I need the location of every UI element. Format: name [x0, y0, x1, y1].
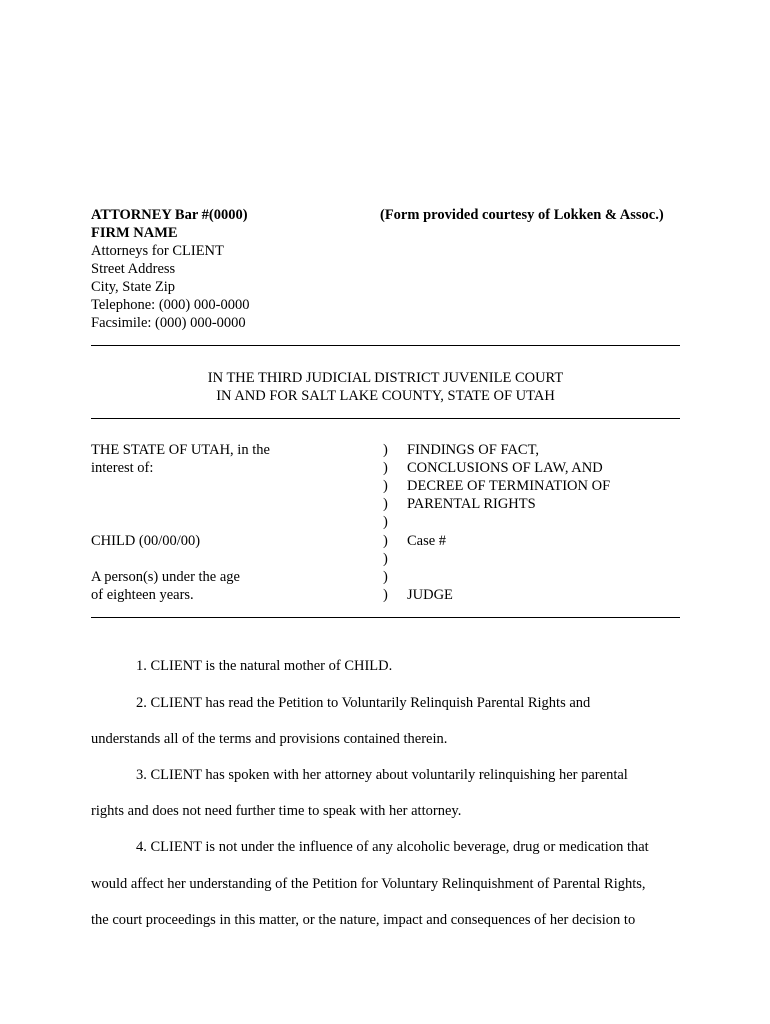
- caption-paren: ): [383, 496, 388, 512]
- party-line-1: THE STATE OF UTAH, in the: [91, 442, 270, 458]
- finding-4-cont-1: would affect her understanding of the Petition for Voluntary Relinquishment of Parental Rights,: [91, 876, 646, 892]
- firm-name: FIRM NAME: [91, 225, 178, 241]
- minor-line-2: of eighteen years.: [91, 587, 194, 603]
- finding-2: 2. CLIENT has read the Petition to Voluntarily Relinquish Parental Rights and: [136, 695, 591, 711]
- attorneys-for: Attorneys for CLIENT: [91, 243, 224, 259]
- attorney-bar: ATTORNEY Bar #(0000): [91, 207, 248, 223]
- divider-rule: [91, 345, 680, 346]
- telephone: Telephone: (000) 000-0000: [91, 297, 250, 313]
- caption-paren: ): [383, 460, 388, 476]
- facsimile: Facsimile: (000) 000-0000: [91, 315, 246, 331]
- case-number: Case #: [407, 533, 447, 549]
- caption-paren: ): [383, 442, 388, 458]
- document-title-line-3: DECREE OF TERMINATION OF: [407, 478, 611, 494]
- caption-paren: ): [383, 569, 388, 585]
- caption-paren: ): [383, 478, 388, 494]
- finding-3-cont: rights and does not need further time to speak with her attorney.: [91, 803, 462, 819]
- party-line-2: interest of:: [91, 460, 154, 476]
- caption-paren: ): [383, 533, 388, 549]
- child-name: CHILD (00/00/00): [91, 533, 201, 549]
- document-title-line-1: FINDINGS OF FACT,: [407, 442, 539, 458]
- city-state-zip: City, State Zip: [91, 279, 176, 295]
- divider-rule: [91, 617, 680, 618]
- finding-1: 1. CLIENT is the natural mother of CHILD.: [136, 658, 393, 674]
- document-title-line-2: CONCLUSIONS OF LAW, AND: [407, 460, 603, 476]
- finding-4: 4. CLIENT is not under the influence of any alcoholic beverage, drug or medication that: [136, 839, 649, 855]
- document-title-line-4: PARENTAL RIGHTS: [407, 496, 536, 512]
- judge: JUDGE: [407, 587, 453, 603]
- caption-paren: ): [383, 514, 388, 530]
- divider-rule: [91, 418, 680, 419]
- finding-4-cont-2: the court proceedings in this matter, or the nature, impact and consequences of her decision to: [91, 912, 636, 928]
- form-courtesy-note: (Form provided courtesy of Lokken & Assoc.): [380, 207, 664, 223]
- street-address: Street Address: [91, 261, 176, 277]
- caption-paren: ): [383, 587, 388, 603]
- court-county: IN AND FOR SALT LAKE COUNTY, STATE OF UTAH: [216, 388, 555, 404]
- caption-paren: ): [383, 551, 388, 567]
- finding-2-cont: understands all of the terms and provisions contained therein.: [91, 731, 448, 747]
- minor-line-1: A person(s) under the age: [91, 569, 240, 585]
- court-name: IN THE THIRD JUDICIAL DISTRICT JUVENILE COURT: [207, 370, 564, 386]
- finding-3: 3. CLIENT has spoken with her attorney about voluntarily relinquishing her parental: [136, 767, 628, 783]
